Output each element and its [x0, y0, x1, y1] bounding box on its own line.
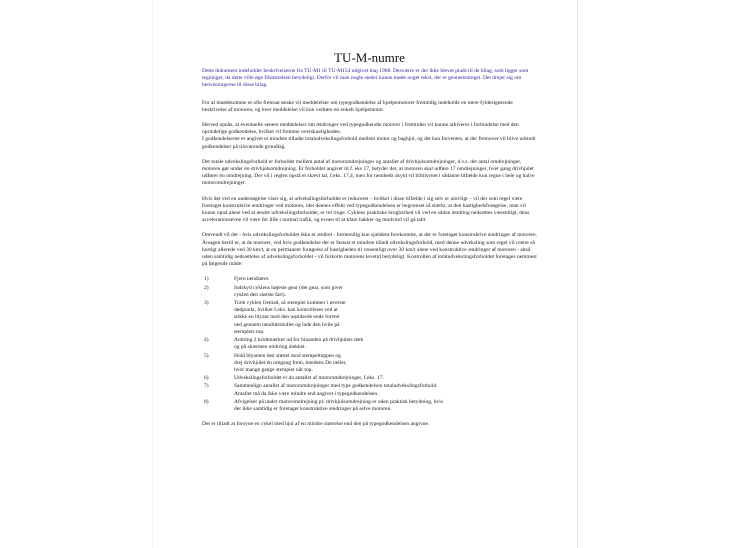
step-line: der ikke samtidig er foretaget konstruktive ændringer på selve motoren.	[234, 405, 392, 412]
step-line: ned gennem tændrørshullet og lade den hvile på	[234, 321, 340, 328]
step-line: Indskyd cyklens højeste gear (det gear, som giver	[234, 284, 343, 291]
list-item	[202, 337, 537, 351]
viewer-background	[0, 0, 152, 548]
paragraph-3: I godkendelserne er angivet et mindste tilladte totaludvekslingsforhold mellem motor og baghjul, og det kan forventes, at der fremover vil blive udstedt godkendelser på tilsvarende grundlag.	[202, 136, 536, 150]
steps-list	[202, 276, 537, 413]
list-item	[202, 276, 537, 283]
paragraph-5: Hvis det ved en undersøgelse viser sig, at udvekslingsforholdet er reduceret – hvilket i disse tilfælde i sig selv er ulovligt – vil der som regel være foretaget konstruktive ændringer ved motoren, idet dennes effekt ved typegodkendelsen er begrænset så stærkt, at den hastighedsforøgelse, man vil kunne opnå alene ved at ændre udvekslingsforholdet, er ret ringe. Cyklens praktiske brugbarhed vil ved en sådan ændring nedsættes væsentligt, dens accelerationsevne vil være for lille i normal trafik, og evnen til at klare bakker og modvind vil gå tabt.	[202, 195, 530, 224]
document-page	[152, 0, 578, 548]
step-line: dødpunkt, hvilket f.eks. kan kontrolleres ved at	[234, 307, 338, 314]
step-number: 4)	[204, 337, 209, 344]
step-line: Hold blyanten løst støttet mod stempeltoppen og	[234, 352, 341, 359]
closing-paragraph: Det er tilladt at forsyne en cykel med hjul af en mindre størrelse end den på typegodkendelsen angivne.	[202, 421, 430, 428]
step-line: Antallet må da ikke være mindre end angivet i typegodkendelsen.	[234, 390, 379, 397]
step-line: Afvigelser på under motoromdrejning pr. drivhjulsomdrejning er uden praktisk betydning, hvis	[234, 398, 443, 405]
list-item	[202, 300, 537, 336]
step-number: 3)	[204, 300, 209, 307]
page-content	[202, 50, 537, 436]
step-number: 6)	[204, 375, 209, 382]
list-item	[202, 399, 537, 413]
list-item	[202, 375, 537, 382]
step-number: 2)	[204, 284, 209, 291]
list-item	[202, 383, 537, 397]
step-number: 1)	[204, 276, 209, 283]
step-line: Fjern tændrøret.	[234, 276, 270, 283]
paragraph-6: Omvendt vil det - hvis udvekslingsforholdet ikke er ændret - formentlig kun sjældent forekomme, at der er foretaget konstruktive ændringer af motoren. Årsagen hertil er, at de motorer, ved hvis godkendelse der er fastsat et mindste tilladt udvekslingsforhold, med denne udveksling som regel vil rotere så hurtigt allerede ved 30 km/t, at en permanent forøgelse af hastigheden til væsentligt over 30 km/t alene ved konstruktive ændringer af motoren - altså uden samtidig nedsættelse af udvekslingsforholdet - vil forkorte motorens levetid betydeligt. Kontrollen af totaludvekslingsforholdet foretages nemmest på følgende måde:	[202, 232, 537, 268]
step-number: 8)	[204, 398, 209, 405]
step-line: Sammenlign antallet af motoromdrejninger med type godkendelsen totaludvekslingsforhold.	[234, 383, 438, 390]
paragraph-2: Herved opnås, at eventuelle senere meddelelser om ændringer ved typegodkendte motorer i fremtiden vil kunne arkiveres i forbindelse med den oprindelige godkendelse, hvilket vil fremme overskueligheden.	[202, 122, 519, 136]
document-title: TU-M-numre	[334, 50, 405, 65]
step-number: 7)	[204, 383, 209, 390]
step-line: Træk cyklen fremad, så stemplet kommer i øverste	[234, 300, 346, 307]
step-line: Udvekslingsforholdet er da antallet af motoromdrejninger, f.eks. 17.	[234, 375, 384, 382]
step-line: stikke en blyant med den uspidsede ende forrest	[234, 314, 340, 321]
step-line: cyklen den største fart).	[234, 291, 286, 298]
step-line: Anbring 2 kridtmærker ud for hinanden på drivhjulets dæk	[234, 337, 364, 344]
step-number: 5)	[204, 352, 209, 359]
list-item	[202, 353, 537, 375]
step-line: hvor mange gange stemplet når top.	[234, 366, 313, 373]
paragraph-4: Det totale udvekslingsforhold er forholdet mellem antal af motoromdrejninger og antallet af drivhjulsomdrejninger, d.v.s. det antal omdrejninger, motoren gør under én drivhjulsomdrejning. Er forholdet angivet til f. eks 17, betyder det, at motoren skal udføre 17 omdrejninger, hver gang drivhjulet udfører én omdrejning. Der vil i reglen opstå et skævt tal, f.eks. 17,4, men for nemheds skyld vil biltilsynet i sådanne tilfælde kun regne i hele og halve motoromdrejninger.	[202, 158, 535, 187]
list-item	[202, 285, 537, 299]
intro-paragraph: Dette dokument indeholder beskrivelserne fra TU-M1 til TU-M154 udgivet maj 1968. Desværre er der ikke blevet plads til de bilag, som ligger som tegninger, da dette ville øge filstørrelsen betydeligt. Derfor vil man nogle steder kunne møde noget tekst, der er gennemstreget. Det drejer sig om henvisningerne til disse bilag.	[202, 68, 529, 89]
step-line: og på skærmen omkring dækket.	[234, 344, 306, 351]
paragraph-1: For at imødekomme et ofte fremsat ønske vil meddelelser om typegodkendelse af hjælpemotorer fremtidig indeholde en mere fyldestgørende beskrivelse af motoren, og hver meddelelse vil kun vedrøre en enkelt hjælpemotor.	[202, 99, 513, 113]
step-line: drej drivhjulet én omgang frem, imedens De tæller,	[234, 359, 347, 366]
step-line: stemplets top.	[234, 328, 265, 335]
